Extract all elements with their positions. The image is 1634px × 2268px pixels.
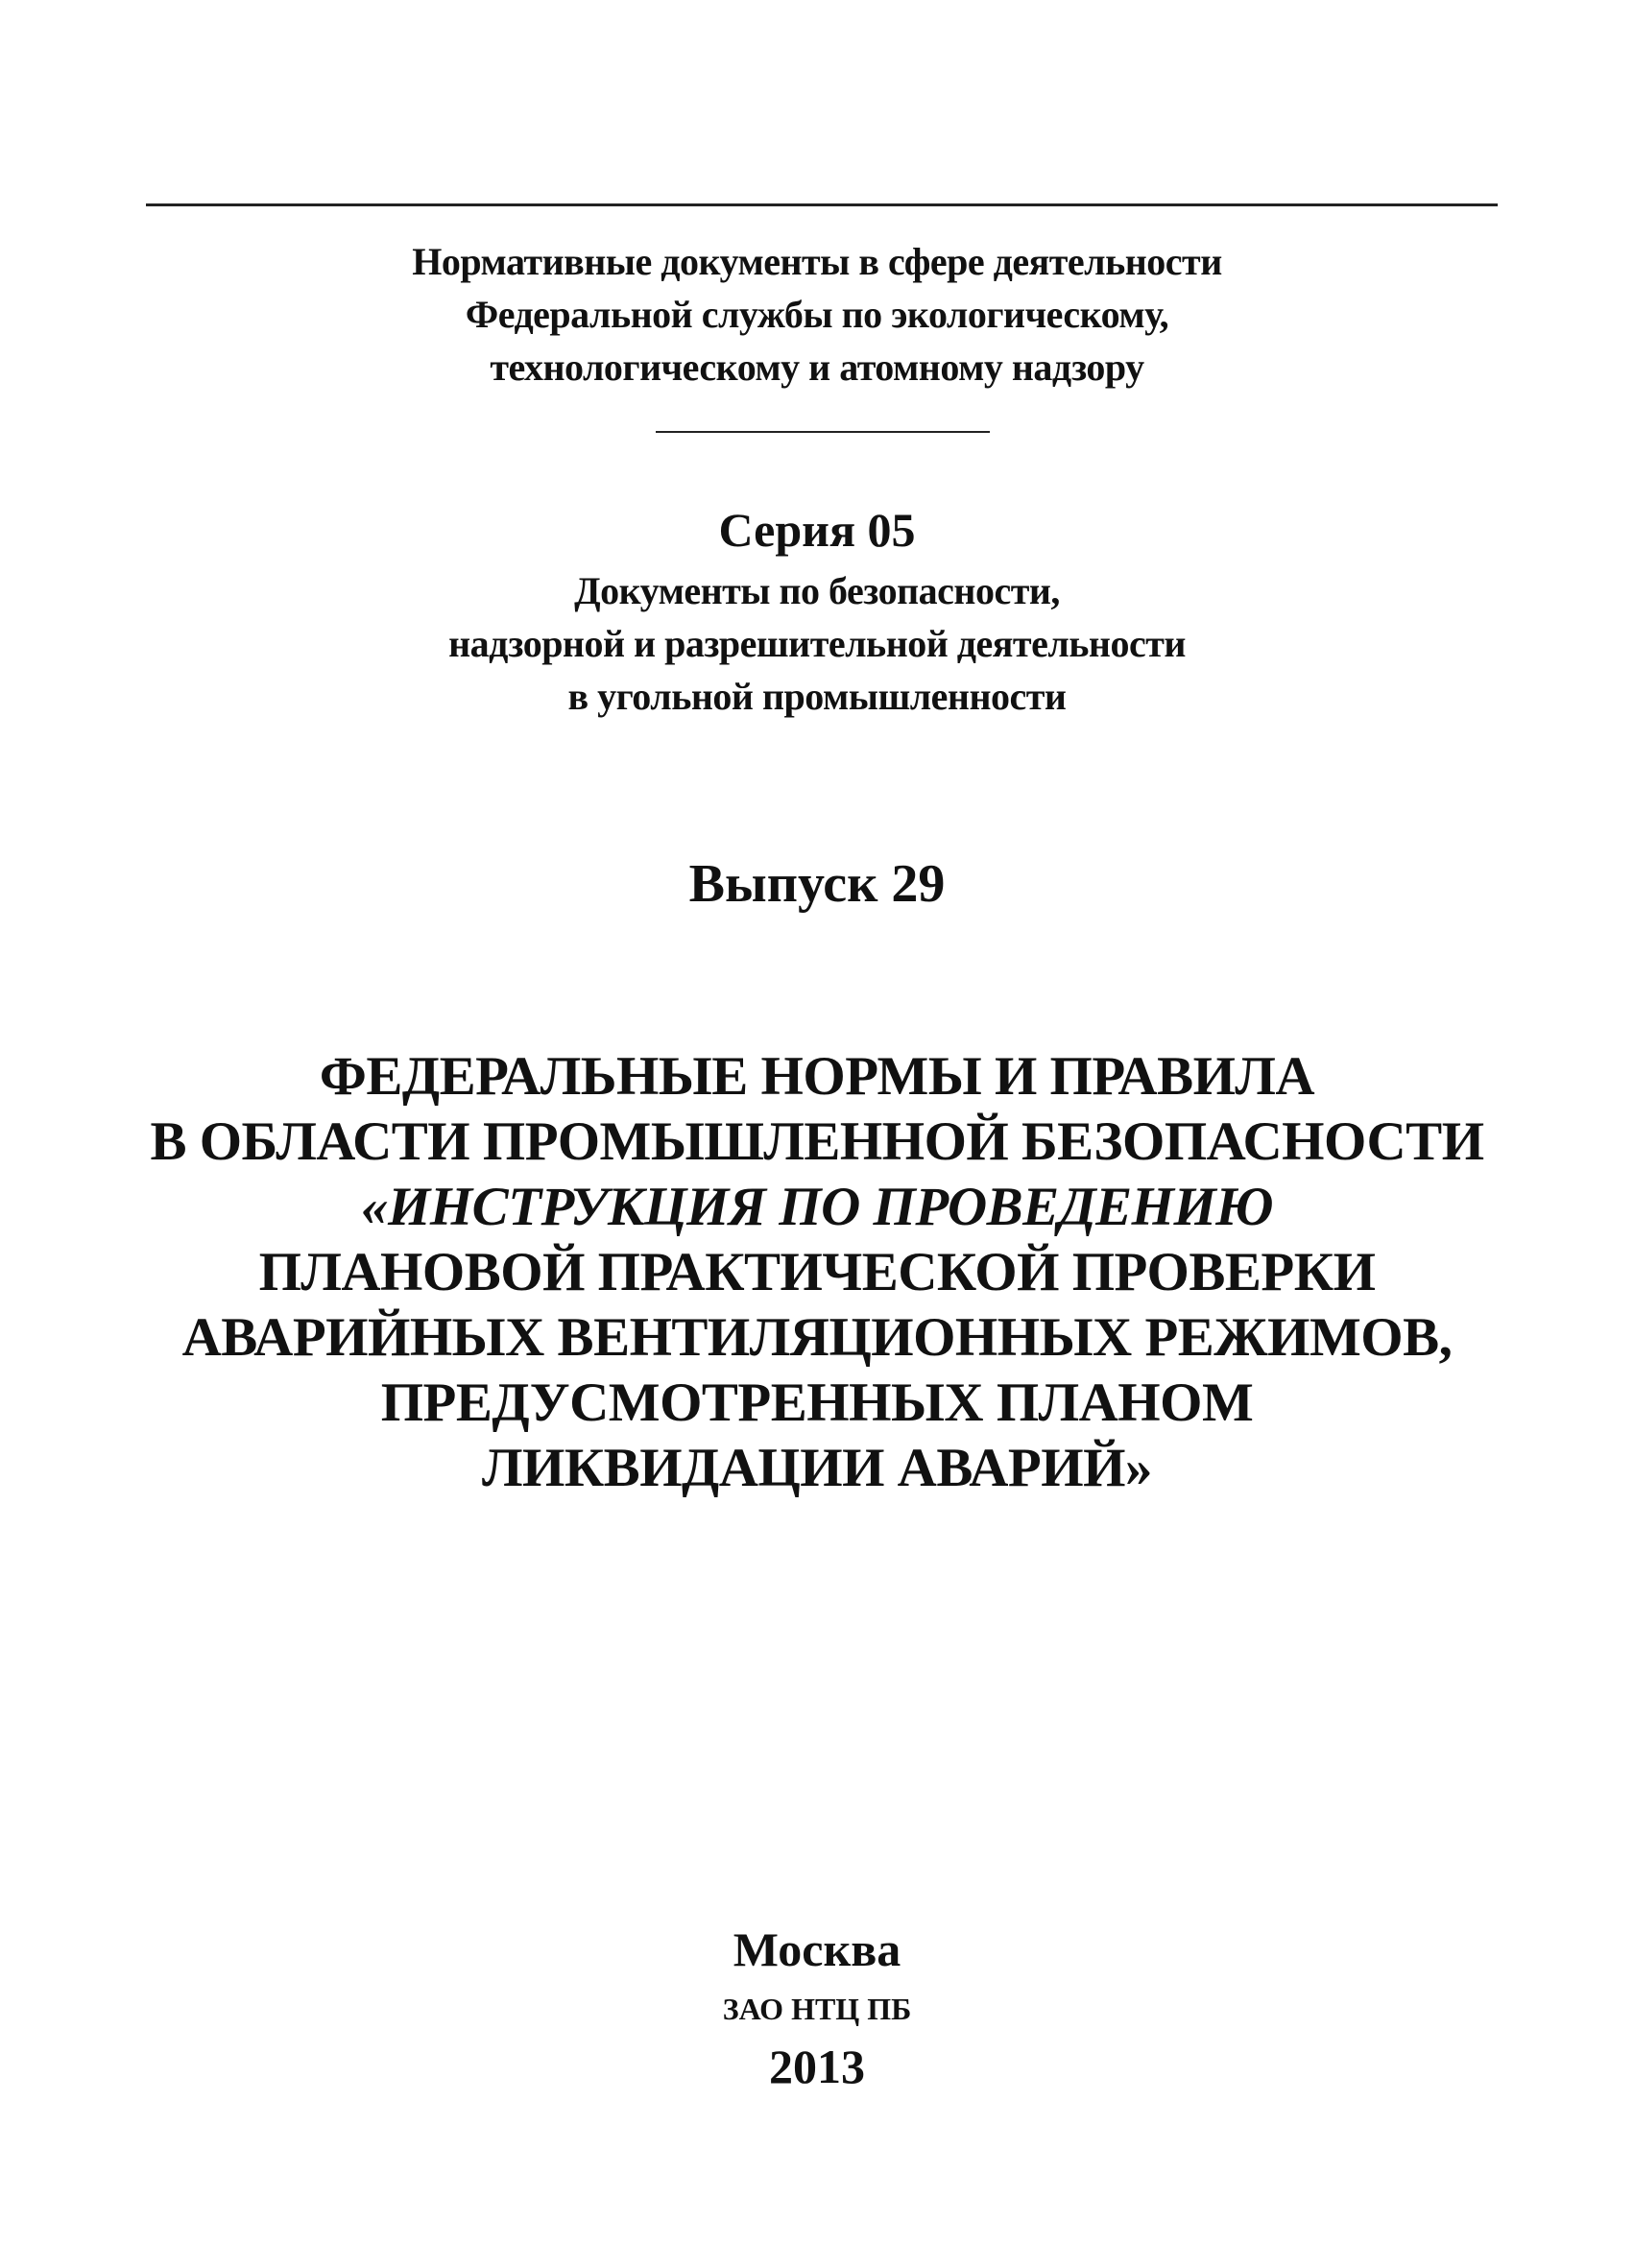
org-line: технологическому и атомному надзору [490, 346, 1144, 389]
document-title [0, 1044, 1634, 1501]
organization-header [0, 235, 1634, 394]
imprint-year: 2013 [769, 2040, 865, 2093]
series-description [0, 564, 1634, 723]
imprint-publisher: ЗАО НТЦ ПБ [722, 1992, 912, 2026]
imprint-city: Москва [733, 1922, 901, 1976]
title-line: АВАРИЙНЫХ ВЕНТИЛЯЦИОННЫХ РЕЖИМОВ, [181, 1307, 1453, 1368]
title-line: ЛИКВИДАЦИИ АВАРИЙ» [482, 1438, 1152, 1498]
title-line: ПРЕДУСМОТРЕННЫХ ПЛАНОМ [380, 1373, 1254, 1433]
series-title: Серия 05 [718, 503, 916, 557]
title-line-italic: «ИНСТРУКЦИЯ ПО ПРОВЕДЕНИЮ [361, 1177, 1273, 1237]
series-desc-line: Документы по безопасности, [574, 569, 1060, 612]
issue-number: Выпуск 29 [688, 854, 946, 914]
series-desc-line: надзорной и разрешительной деятельности [448, 622, 1186, 665]
top-rule [146, 203, 1498, 206]
series-desc-line: в угольной промышленности [567, 675, 1067, 718]
org-line: Федеральной службы по экологическому, [465, 293, 1169, 336]
title-line: ФЕДЕРАЛЬНЫЕ НОРМЫ И ПРАВИЛА [319, 1046, 1315, 1107]
header-divider [656, 431, 990, 433]
title-line: В ОБЛАСТИ ПРОМЫШЛЕННОЙ БЕЗОПАСНОСТИ [150, 1111, 1484, 1172]
title-line: ПЛАНОВОЙ ПРАКТИЧЕСКОЙ ПРОВЕРКИ [258, 1242, 1376, 1302]
org-line: Нормативные документы в сфере деятельности [412, 240, 1222, 283]
